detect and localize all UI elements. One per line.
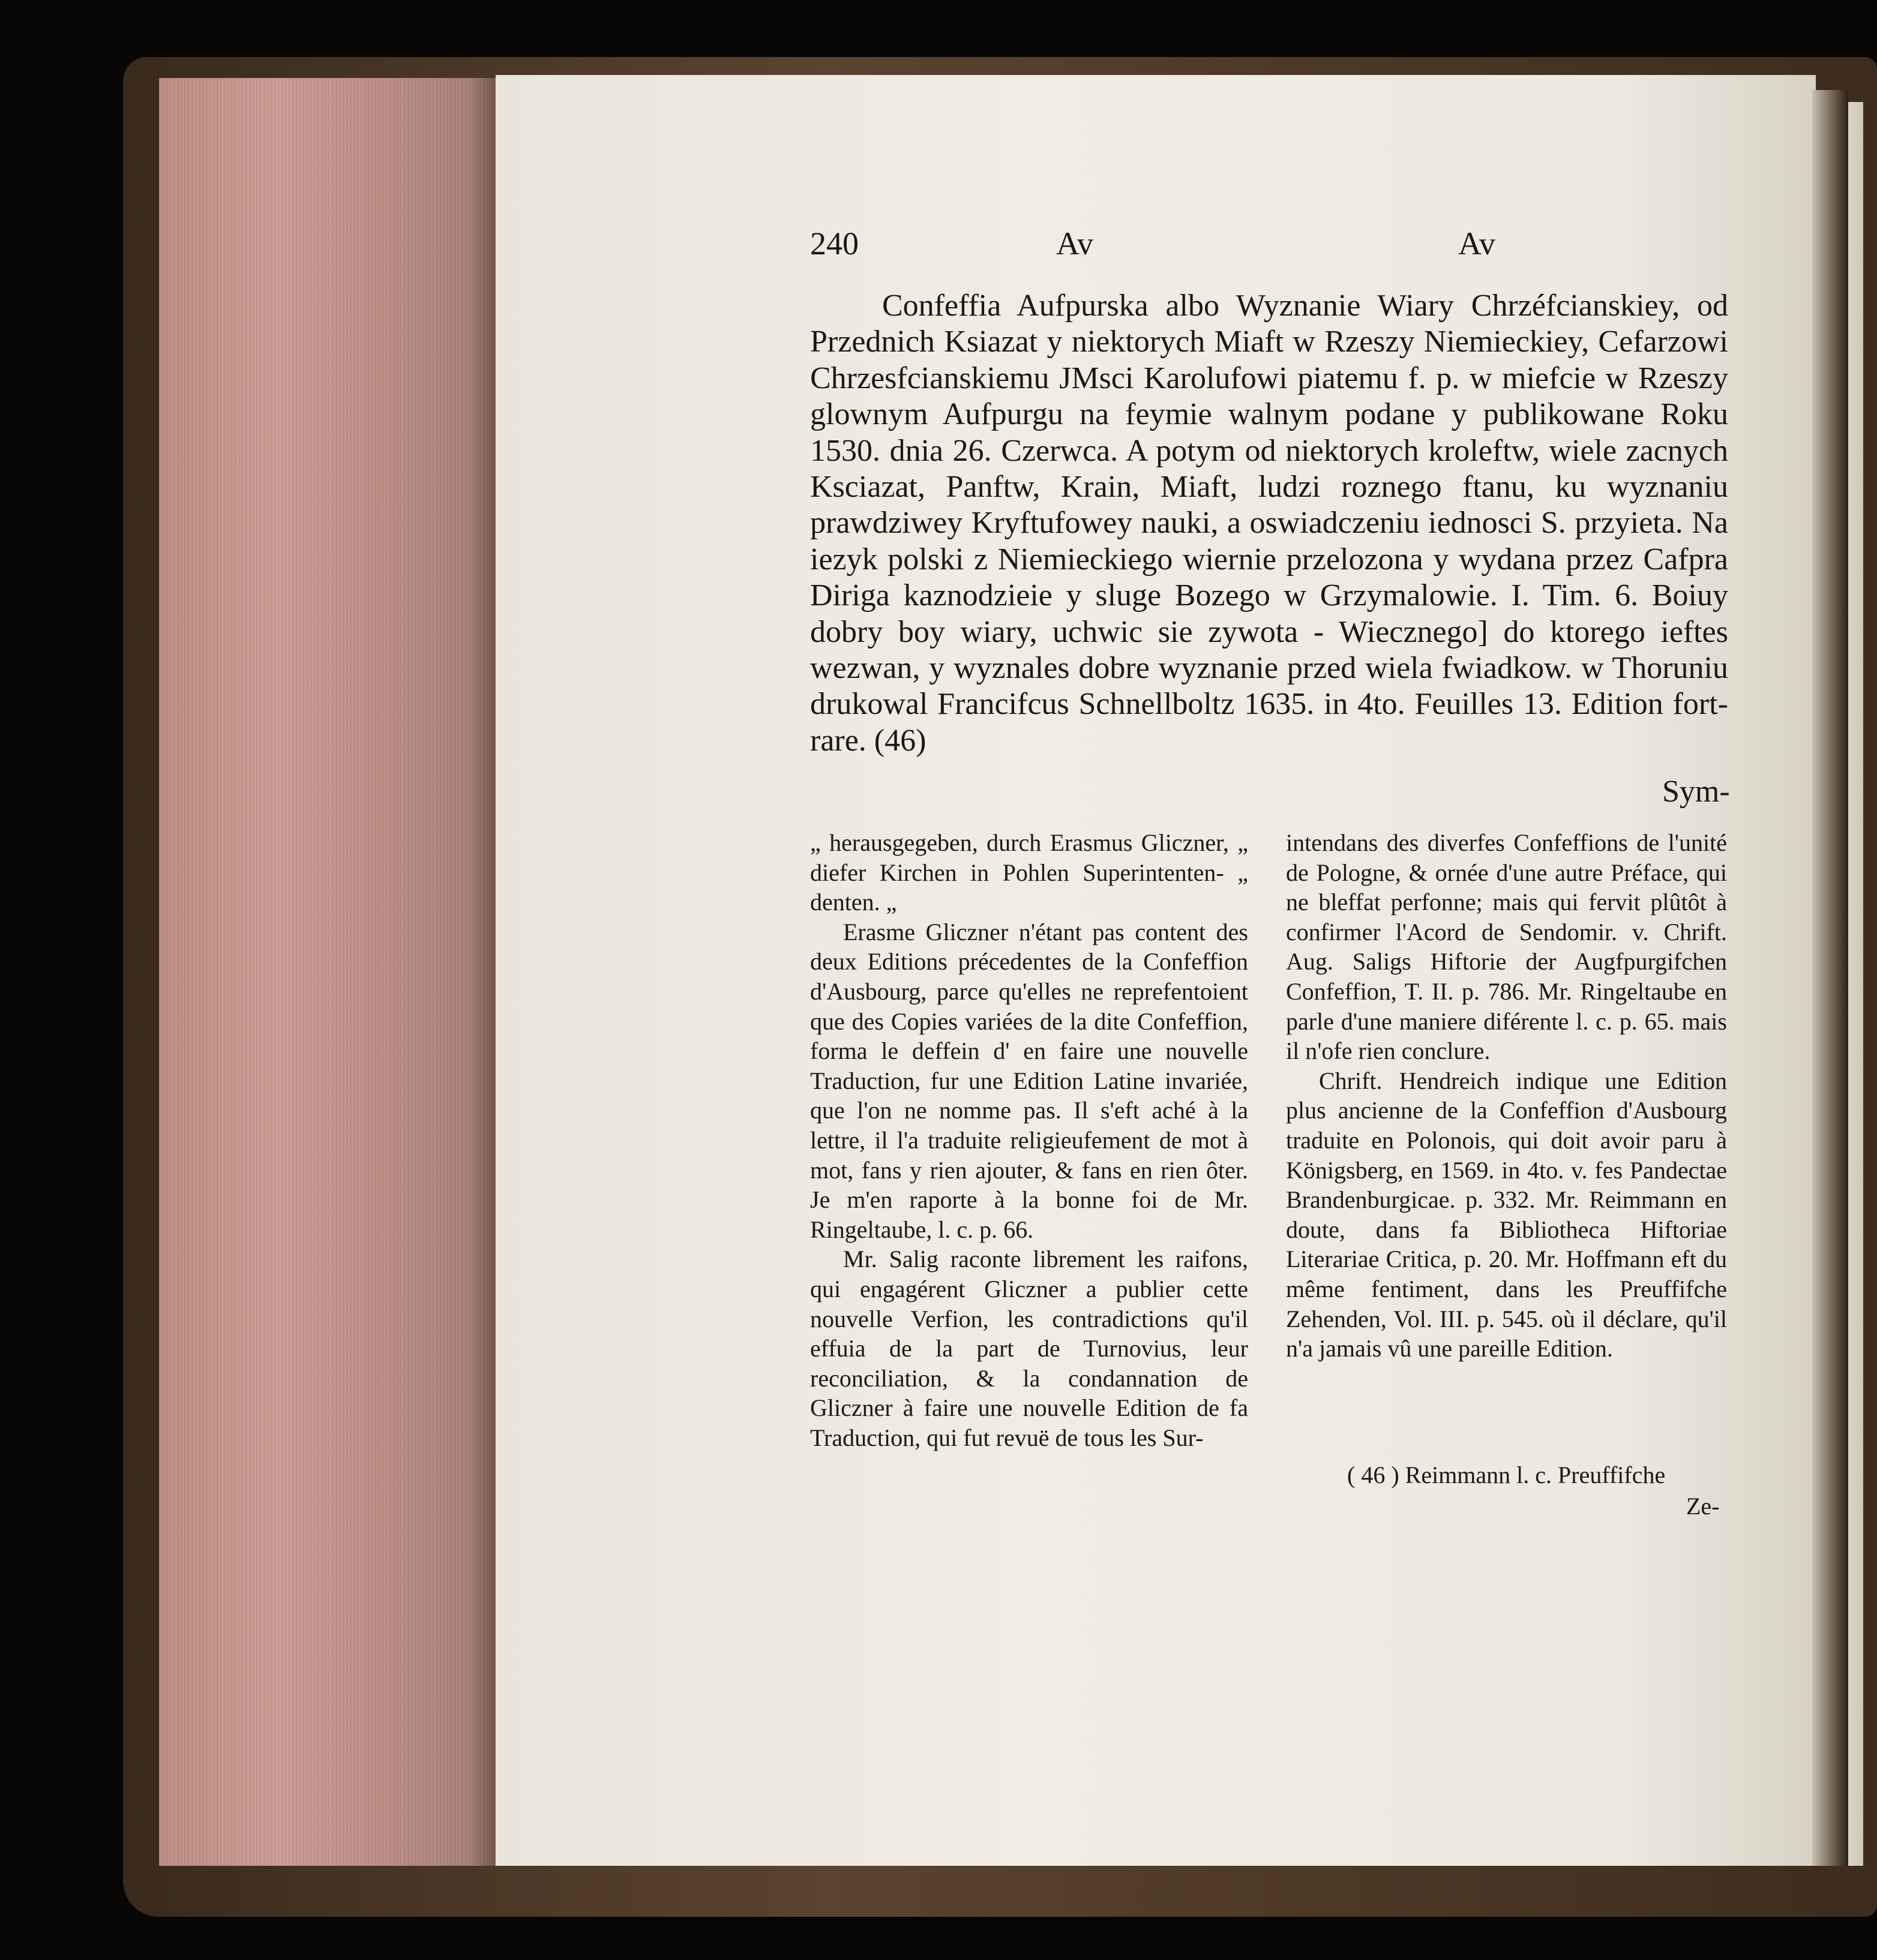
left-column-paragraph: „ herausgegeben, durch Erasmus Gliczner, „ diefer Kirchen in Pohlen Superintenten- „ denten. „ xyxy=(810,829,1248,916)
running-head xyxy=(810,225,1746,279)
right-column xyxy=(1286,828,1727,1364)
catchword-top: Sym- xyxy=(1662,775,1730,809)
footnote: ( 46 ) Reimmann l. c. Preuffifche xyxy=(1347,1461,1666,1488)
left-column-paragraph: Erasme Gliczner n'étant pas content des deux Editions précedentes de la Confeffion d'Ausbourg, parce qu'elles ne reprefentoient que des Copies variées de la dite Confeffion, forma le deffein d' en faire une nouvelle Traduction, fur une Edition Latine invariée, que l'on ne nomme pas. Il s'eft aché à la lettre, il l'a traduite religieufement de mot à mot, fans y rien ajouter, & fans en rien ôter. Je m'en raporte à la bonne foi de Mr. Ringeltaube, l. c. p. 66. xyxy=(810,918,1248,1243)
running-head-left: Av xyxy=(1056,226,1093,262)
page-number: 240 xyxy=(810,226,859,262)
right-column-paragraph: intendans des diverfes Confeffions de l'unité de Pologne, & ornée d'une autre Préface, qui ne bleffat perfonne; mais qui fervit plûtôt à confirmer l'Acord de Sendomir. v. Chrift. Aug. Saligs Hiftorie der Augfpurgifchen Confeffion, T. II. p. 786. Mr. Ringeltaube en parle d'une maniere diférente l. c. p. 65. mais il n'ofe rien conclure. xyxy=(1286,829,1727,1065)
bibliographic-title-entry xyxy=(810,288,1728,759)
page-fore-edge xyxy=(159,78,499,1866)
left-column xyxy=(810,828,1248,1452)
fore-edge-shadow xyxy=(468,78,495,1866)
right-column-paragraph: Chrift. Hendreich indique une Edition plus ancienne de la Confeffion d'Ausbourg traduite en Polonois, qui doit avoir paru à Königsberg, en 1569. in 4to. v. fes Pandectae Brandenburgicae. p. 332. Mr. Reimmann en doute, dans fa Bibliotheca Hiftoriae Literariae Critica, p. 20. Mr. Hoffmann eft du même fentiment, dans les Preuffifche Zehenden, Vol. III. p. 545. où il déclare, qu'il n'a jamais vû une pareille Edition. xyxy=(1286,1067,1727,1362)
running-head-right: Av xyxy=(1458,226,1495,262)
catchword-bottom: Ze- xyxy=(1686,1493,1720,1520)
book-gutter xyxy=(1812,90,1848,1866)
title-entry-text: Confeffia Aufpurska albo Wyznanie Wiary Chrzéfcianskiey, od Przednich Ksiazat y niektorych Miaft w Rzeszy Niemieckiey, Cefarzowi Chrzesfcianskiemu JMsci Karolufowi piatemu f. p. w miefcie w Rzeszy glownym Aufpurgu na feymie walnym podane y publikowane Roku 1530. dnia 26. Czerwca. A potym od niektorych kroleftw, wiele zacnych Ksciazat, Panftw, Krain, Miaft, ludzi roznego ftanu, ku wyznaniu prawdziwey Kryftufowey nauki, a oswiadczeniu iednosci S. przyieta. Na iezyk polski z Niemieckiego wiernie przelozona y wydana przez Cafpra Diriga kaznodzieie y sluge Bozego w Grzymalowie. I. Tim. 6. Boiuy dobry boy wiary, uchwic sie zywota - Wiecznego] do ktorego ieftes wezwan, y wyznales dobre wyznanie przed wiela fwiadkow. w Thoruniu drukowal Francifcus Schnellboltz 1635. in 4to. Feuilles 13. Edition fort-rare. (46) xyxy=(810,289,1728,758)
left-column-paragraph: Mr. Salig raconte librement les raifons, qui engagérent Gliczner a publier cette nouvelle Verfion, les contradictions qu'il effuia de la part de Turnovius, leur reconciliation, & la condannation de Gliczner à faire une nouvelle Edition de fa Traduction, qui fut revuë de tous les Sur- xyxy=(810,1245,1248,1451)
